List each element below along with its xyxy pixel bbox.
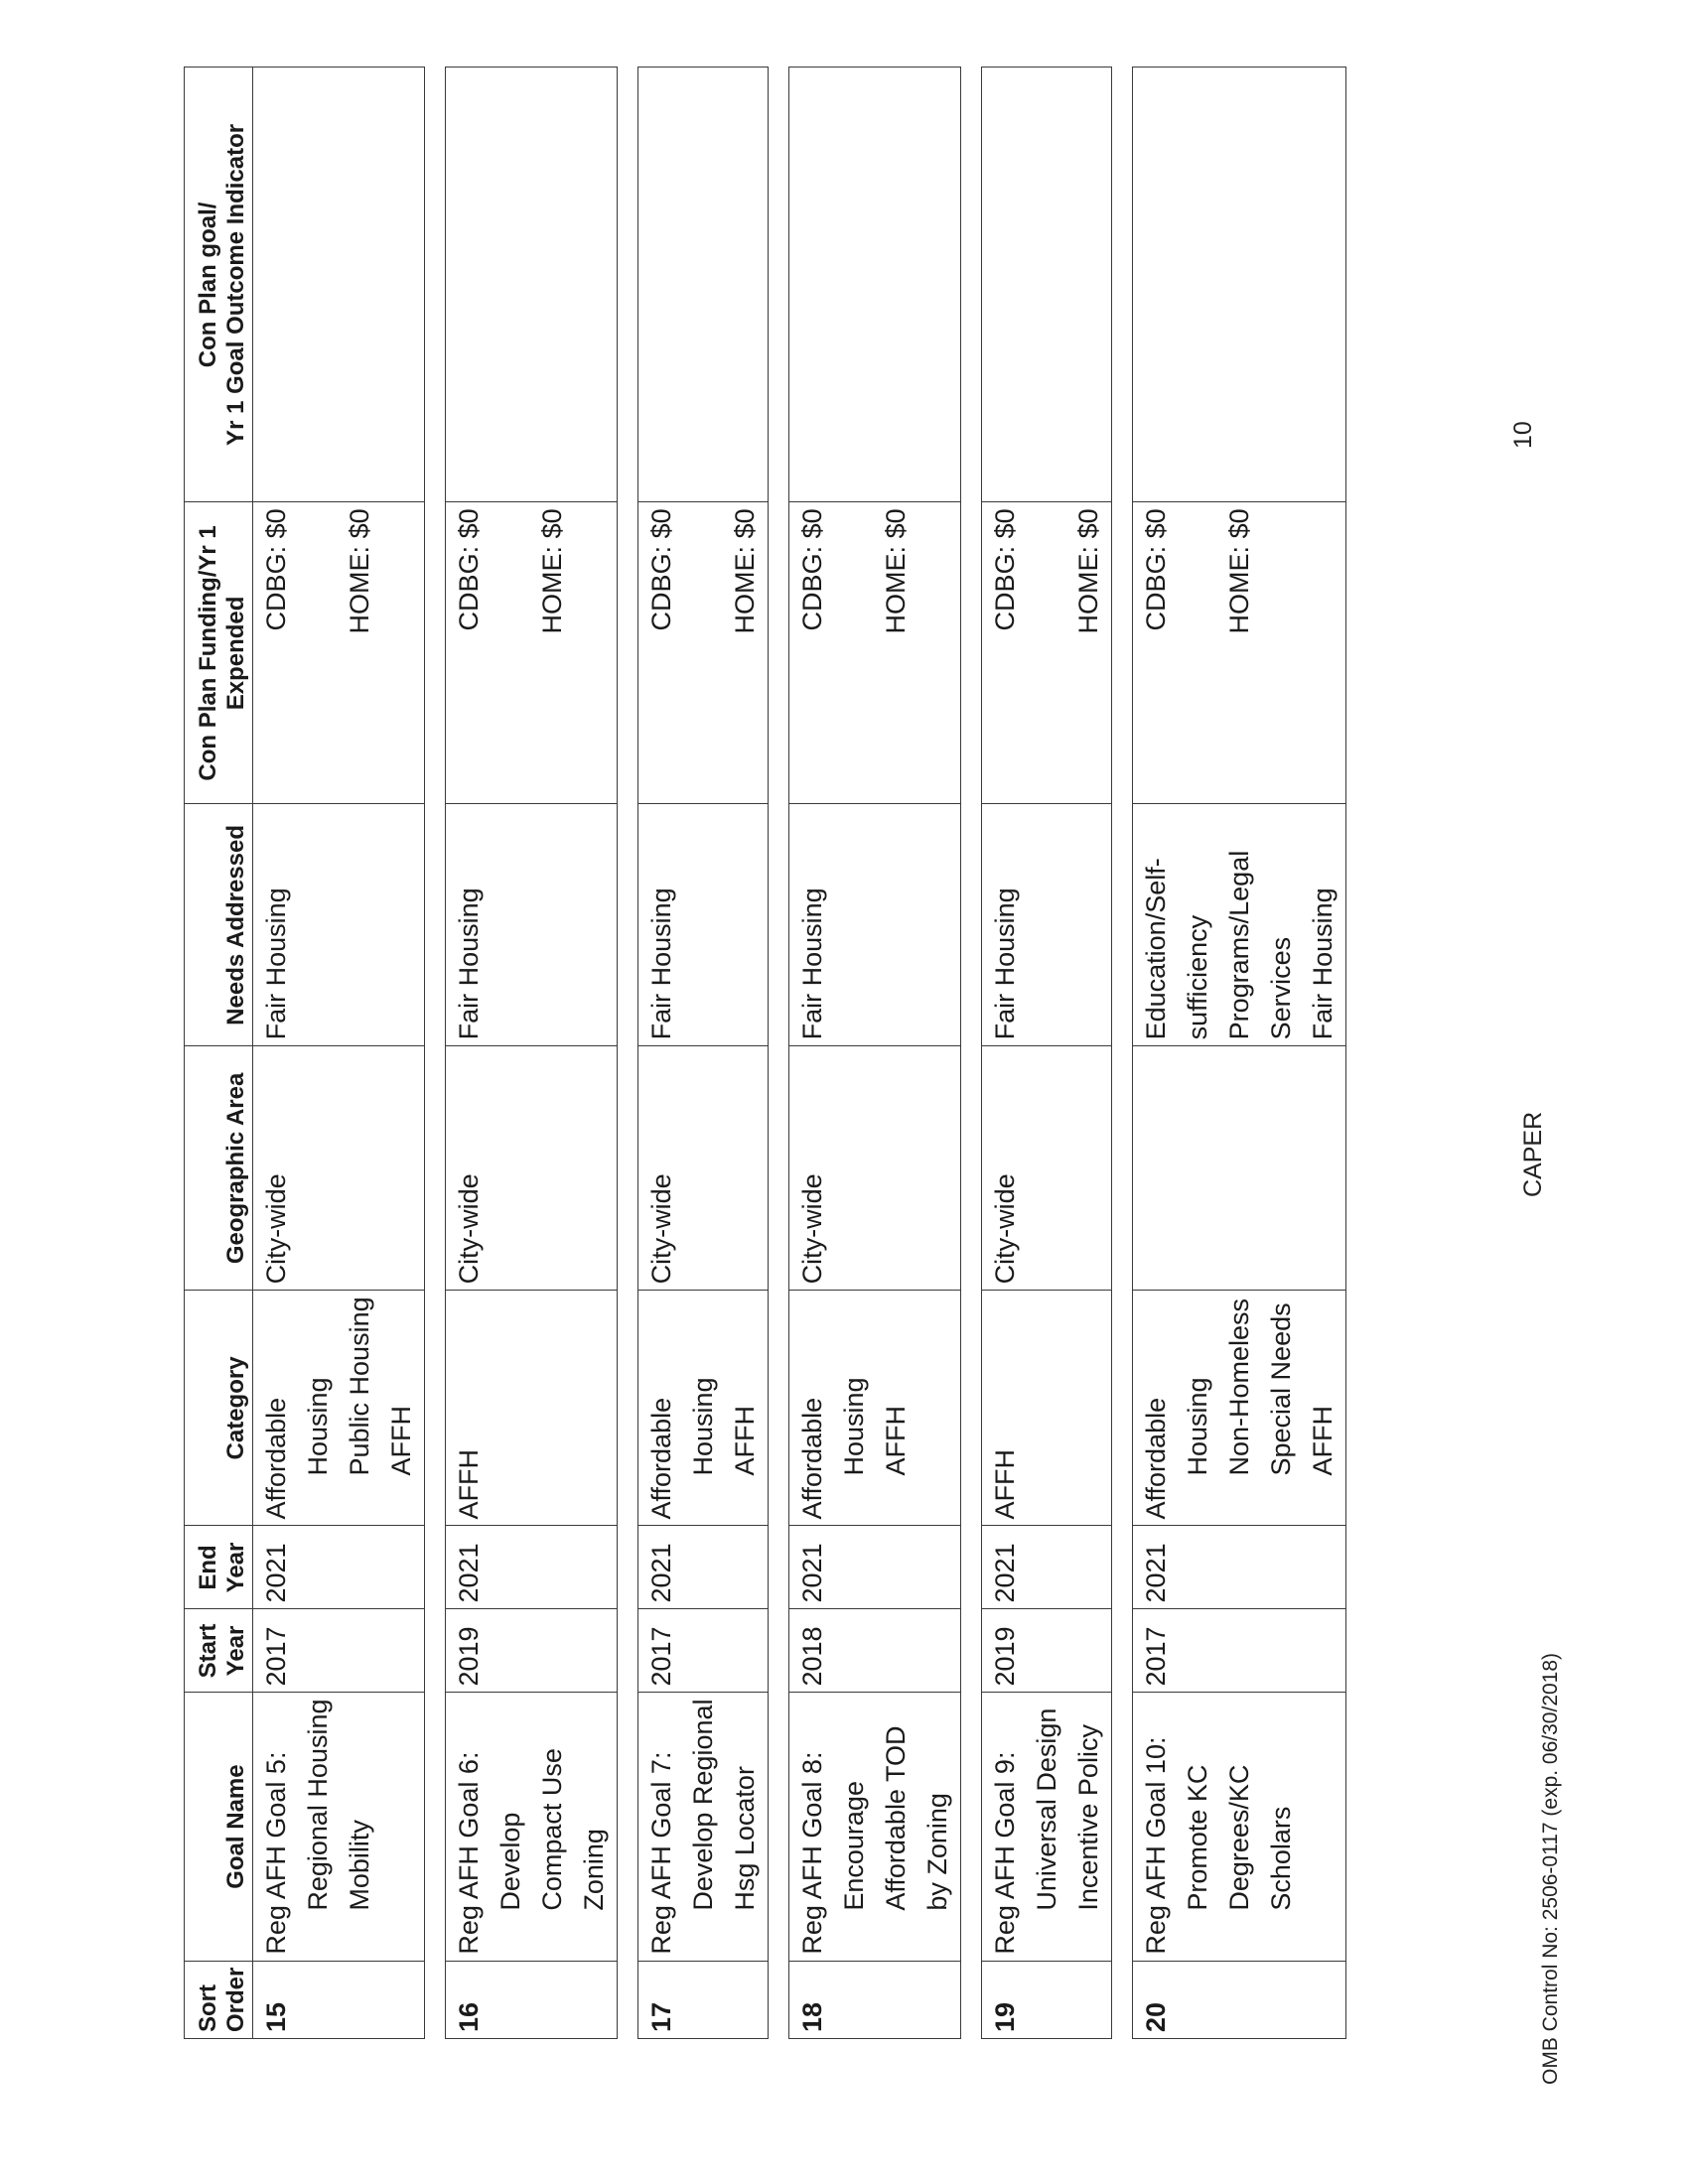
cell-line: Affordable <box>1141 1397 1171 1520</box>
separator-cell <box>425 68 446 2039</box>
cell-line: Reg AFH Goal 8: <box>797 1751 827 1955</box>
cell-line: Fair Housing <box>261 887 291 1040</box>
funding-cell <box>253 502 425 804</box>
cell-line: Programs/Legal <box>1224 850 1254 1040</box>
end-year-cell: 2021 <box>638 1526 769 1609</box>
geographic-area-cell: City-wide <box>638 1046 769 1291</box>
start-year-cell: 2017 <box>638 1609 769 1693</box>
header-start-year: Start Year <box>185 1609 253 1693</box>
needs-addressed-cell <box>638 804 769 1046</box>
outcome-indicator-cell <box>446 68 618 502</box>
home-amount: HOME: $0 <box>537 508 567 634</box>
cell-line: AFFH <box>730 1406 760 1476</box>
separator-cell <box>1112 68 1133 2039</box>
funding-cell <box>446 502 618 804</box>
needs-addressed-cell <box>789 804 961 1046</box>
header-needs-addressed: Needs Addressed <box>185 804 253 1046</box>
outcome-indicator-cell <box>253 68 425 502</box>
category-cell <box>789 1291 961 1526</box>
sort-order-cell: 20 <box>1133 1961 1346 2038</box>
needs-addressed-cell <box>253 804 425 1046</box>
funding-gap <box>1026 508 1067 797</box>
cdbg-amount: CDBG: $0 <box>454 508 484 631</box>
cell-line: Affordable <box>261 1397 291 1520</box>
goal-name-cell <box>446 1693 618 1961</box>
omb-control-number: OMB Control No: 2506-0117 (exp. 06/30/2018) <box>1539 1652 1562 2085</box>
start-year-cell: 2018 <box>789 1609 961 1693</box>
row-separator <box>618 68 638 2039</box>
cell-line: Scholars <box>1266 1806 1296 1911</box>
home-amount: HOME: $0 <box>1073 508 1103 634</box>
cell-line: Affordable <box>797 1397 827 1520</box>
goals-table-body <box>253 68 1346 2039</box>
cell-line: Fair Housing <box>646 887 676 1040</box>
cell-line: Non-Homeless <box>1224 1297 1254 1476</box>
row-separator <box>1112 68 1133 2039</box>
sort-order-cell: 17 <box>638 1961 769 2038</box>
header-funding: Con Plan Funding/Yr 1 Expended <box>185 502 253 804</box>
sort-order-cell: 18 <box>789 1961 961 2038</box>
cdbg-amount: CDBG: $0 <box>990 508 1020 631</box>
outcome-indicator-cell <box>789 68 961 502</box>
cell-line: AFFH <box>1308 1406 1338 1476</box>
table-row <box>1133 68 1346 2039</box>
funding-gap <box>1177 508 1218 797</box>
geographic-area-cell: City-wide <box>253 1046 425 1291</box>
cell-line: Reg AFH Goal 9: <box>990 1751 1020 1955</box>
table-row <box>253 68 425 2039</box>
document-name: CAPER <box>1519 1111 1547 1197</box>
header-outcome-indicator: Con Plan goal/ Yr 1 Goal Outcome Indicator <box>185 68 253 502</box>
cell-line: Reg AFH Goal 10: <box>1141 1736 1171 1955</box>
cell-line: by Zoning <box>922 1793 952 1911</box>
funding-cell <box>789 502 961 804</box>
sort-order-cell: 15 <box>253 1961 425 2038</box>
row-separator <box>961 68 982 2039</box>
cell-line: Encourage <box>839 1781 869 1911</box>
goal-name-cell <box>638 1693 769 1961</box>
table-row <box>789 68 961 2039</box>
cell-line: Services <box>1266 936 1296 1040</box>
start-year-cell: 2019 <box>982 1609 1112 1693</box>
category-cell <box>982 1291 1112 1526</box>
geographic-area-cell: City-wide <box>789 1046 961 1291</box>
cell-line: Housing <box>839 1377 869 1476</box>
goal-name-cell <box>253 1693 425 1961</box>
funding-cell <box>638 502 769 804</box>
table-row <box>638 68 769 2039</box>
row-separator <box>769 68 789 2039</box>
funding-gap <box>833 508 875 797</box>
cell-line: Promote KC <box>1183 1764 1212 1911</box>
funding-cell <box>1133 502 1346 804</box>
separator-cell <box>769 68 789 2039</box>
funding-gap <box>490 508 531 797</box>
cell-line: Hsg Locator <box>730 1766 760 1911</box>
cell-line: Mobility <box>345 1820 374 1911</box>
cell-line: Degrees/KC <box>1224 1764 1254 1911</box>
header-row <box>185 68 253 2039</box>
cell-line: Incentive Policy <box>1073 1724 1103 1911</box>
sort-order-cell: 19 <box>982 1961 1112 2038</box>
geographic-area-cell <box>1133 1046 1346 1291</box>
cell-line: Reg AFH Goal 7: <box>646 1751 676 1955</box>
cdbg-amount: CDBG: $0 <box>261 508 291 631</box>
separator-cell <box>618 68 638 2039</box>
cell-line: Housing <box>1183 1377 1212 1476</box>
geographic-area-cell: City-wide <box>982 1046 1112 1291</box>
cell-line: Fair Housing <box>797 887 827 1040</box>
cell-line: Housing <box>688 1377 718 1476</box>
end-year-cell: 2021 <box>446 1526 618 1609</box>
header-end-year: End Year <box>185 1526 253 1609</box>
sort-order-cell: 16 <box>446 1961 618 2038</box>
funding-gap <box>682 508 724 797</box>
end-year-cell: 2021 <box>253 1526 425 1609</box>
cell-line: sufficiency <box>1183 914 1212 1040</box>
header-sort-order: Sort Order <box>185 1961 253 2038</box>
cell-line: Affordable TOD <box>881 1725 911 1911</box>
end-year-cell: 2021 <box>982 1526 1112 1609</box>
cell-line: Affordable <box>646 1397 676 1520</box>
home-amount: HOME: $0 <box>730 508 760 634</box>
table-row <box>982 68 1112 2039</box>
needs-addressed-cell <box>446 804 618 1046</box>
cell-line: AFFH <box>386 1406 416 1476</box>
cell-line: Fair Housing <box>454 887 484 1040</box>
category-cell <box>253 1291 425 1526</box>
cell-line: Reg AFH Goal 6: <box>454 1751 484 1955</box>
cell-line: Special Needs <box>1266 1302 1296 1476</box>
cell-line: Public Housing <box>345 1297 374 1476</box>
header-category: Category <box>185 1291 253 1526</box>
geographic-area-cell: City-wide <box>446 1046 618 1291</box>
cdbg-amount: CDBG: $0 <box>1141 508 1171 631</box>
cell-line: AFFH <box>990 1449 1020 1520</box>
category-cell <box>446 1291 618 1526</box>
cell-line: Universal Design <box>1032 1707 1061 1911</box>
cell-line: Education/Self- <box>1141 858 1171 1040</box>
cell-line: Reg AFH Goal 5: <box>261 1751 291 1955</box>
end-year-cell: 2021 <box>1133 1526 1346 1609</box>
home-amount: HOME: $0 <box>1224 508 1254 634</box>
start-year-cell: 2019 <box>446 1609 618 1693</box>
table-row <box>446 68 618 2039</box>
cell-line: AFFH <box>454 1449 484 1520</box>
cell-line: Develop Regional <box>688 1699 718 1911</box>
cdbg-amount: CDBG: $0 <box>646 508 676 631</box>
goal-name-cell <box>982 1693 1112 1961</box>
outcome-indicator-cell <box>1133 68 1346 502</box>
start-year-cell: 2017 <box>1133 1609 1346 1693</box>
funding-gap <box>297 508 339 797</box>
cell-line: Housing <box>303 1377 333 1476</box>
funding-cell <box>982 502 1112 804</box>
home-amount: HOME: $0 <box>345 508 374 634</box>
cell-line: AFFH <box>881 1406 911 1476</box>
cell-line: Fair Housing <box>1308 887 1338 1040</box>
needs-addressed-cell <box>1133 804 1346 1046</box>
header-geographic-area: Geographic Area <box>185 1046 253 1291</box>
outcome-indicator-cell <box>638 68 769 502</box>
category-cell <box>638 1291 769 1526</box>
cell-line: Regional Housing <box>303 1699 333 1911</box>
cell-line: Fair Housing <box>990 887 1020 1040</box>
cdbg-amount: CDBG: $0 <box>797 508 827 631</box>
cell-line: Compact Use <box>537 1748 567 1911</box>
header-goal-name: Goal Name <box>185 1693 253 1961</box>
page-number: 10 <box>1509 421 1537 449</box>
start-year-cell: 2017 <box>253 1609 425 1693</box>
end-year-cell: 2021 <box>789 1526 961 1609</box>
goal-name-cell <box>1133 1693 1346 1961</box>
cell-line: Zoning <box>579 1829 609 1911</box>
home-amount: HOME: $0 <box>881 508 911 634</box>
separator-cell <box>961 68 982 2039</box>
category-cell <box>1133 1291 1346 1526</box>
row-separator <box>425 68 446 2039</box>
outcome-indicator-cell <box>982 68 1112 502</box>
goal-name-cell <box>789 1693 961 1961</box>
goals-table <box>184 67 1346 2039</box>
needs-addressed-cell <box>982 804 1112 1046</box>
cell-line: Develop <box>495 1812 525 1911</box>
